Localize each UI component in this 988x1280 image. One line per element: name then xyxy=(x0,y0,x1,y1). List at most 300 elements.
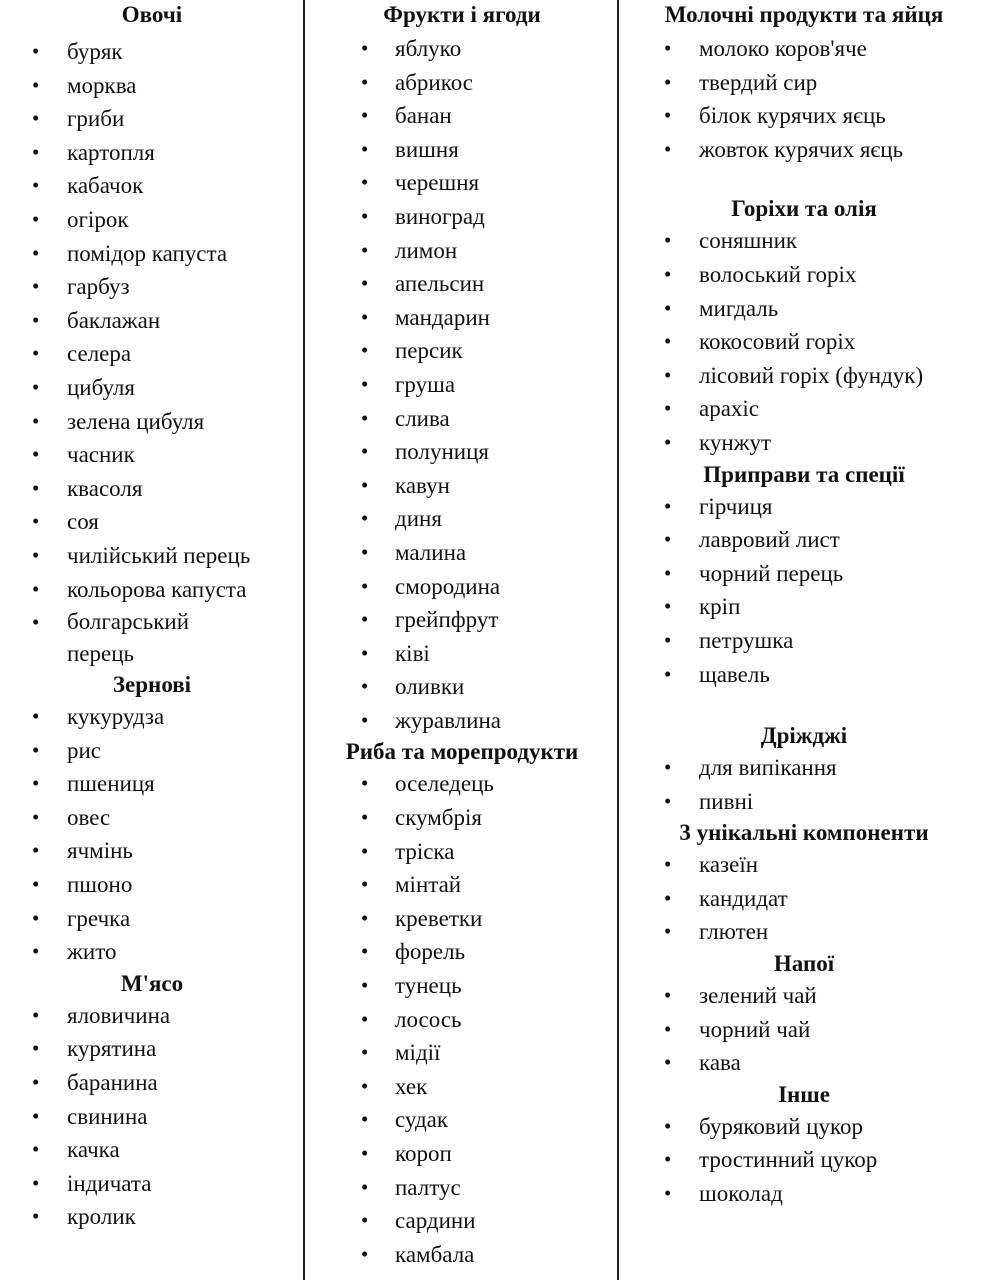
list-item-text: огірок xyxy=(67,206,129,232)
list-item-text: овес xyxy=(67,804,111,830)
list-item xyxy=(306,1137,618,1171)
bullet-icon: • xyxy=(32,542,40,567)
list-item xyxy=(0,868,304,902)
list-item-text: лісовий горіх (фундук) xyxy=(699,362,924,388)
bullet-icon: • xyxy=(32,576,40,601)
bullet-icon: • xyxy=(361,838,369,863)
list-item xyxy=(620,490,988,524)
section-other xyxy=(620,1080,988,1211)
list-item xyxy=(620,224,988,258)
section-heading: Овочі xyxy=(121,2,183,27)
list-item xyxy=(0,203,304,237)
list-item xyxy=(620,751,988,785)
list-item-text: петрушка xyxy=(699,627,794,653)
list-item-text: кокосовий горіх xyxy=(699,329,856,355)
list-item-text: курятина xyxy=(67,1036,157,1062)
bullet-icon: • xyxy=(32,939,40,964)
list-item-text: смородина xyxy=(395,573,501,599)
bullet-icon: • xyxy=(32,72,40,97)
list-item-text: тріска xyxy=(395,838,455,864)
bullet-icon: • xyxy=(361,36,369,60)
bullet-icon: • xyxy=(361,707,369,732)
list-item-text: камбала xyxy=(395,1241,475,1267)
section-heading: Горіхи та олія xyxy=(731,196,877,222)
list-item-text: кукурудза xyxy=(67,704,165,730)
list-item xyxy=(0,700,304,734)
list-item xyxy=(0,169,304,203)
list-item xyxy=(0,136,304,170)
list-item-text: казеїн xyxy=(699,852,759,878)
list-item-text: яблуко xyxy=(395,36,462,61)
bullet-icon: • xyxy=(664,627,672,652)
bullet-icon: • xyxy=(32,475,40,500)
list-item xyxy=(620,557,988,591)
list-item-text: мінтай xyxy=(395,872,462,898)
list-item xyxy=(0,1167,304,1201)
list-item xyxy=(620,979,988,1013)
list-item-text: кунжут xyxy=(699,429,772,455)
list-item-text: пшоно xyxy=(67,872,133,898)
bullet-icon: • xyxy=(32,1137,40,1162)
bullet-icon: • xyxy=(32,139,40,164)
list-item-text: апельсин xyxy=(395,271,485,297)
list-item xyxy=(306,767,618,801)
section-heading: Риба та морепродукти xyxy=(345,739,579,765)
bullet-icon: • xyxy=(361,1107,369,1132)
list-item xyxy=(0,237,304,271)
bullet-icon: • xyxy=(664,1016,672,1041)
list-item xyxy=(306,200,618,234)
list-item xyxy=(306,301,618,335)
bullet-icon: • xyxy=(32,240,40,265)
list-item xyxy=(620,359,988,393)
bullet-icon: • xyxy=(361,136,369,161)
list-item-text: ячмінь xyxy=(67,838,133,864)
list-item-text: диня xyxy=(395,506,442,532)
bullet-icon: • xyxy=(361,203,369,228)
section-nuts-oils xyxy=(620,194,988,459)
list-item-text: оливки xyxy=(395,674,465,700)
list-item xyxy=(0,438,304,472)
bullet-icon: • xyxy=(32,341,40,366)
list-item-text: яловичина xyxy=(67,1002,171,1028)
list-item-text: лавровий лист xyxy=(699,527,840,553)
list-item-text: гречка xyxy=(67,905,131,931)
list-item-text: картопля xyxy=(67,139,155,165)
list-item xyxy=(0,801,304,835)
bullet-icon: • xyxy=(361,905,369,930)
bullet-icon: • xyxy=(361,371,369,396)
bullet-icon: • xyxy=(664,1113,672,1138)
section-heading: Фрукти і ягоди xyxy=(383,2,541,27)
list-item xyxy=(0,1133,304,1167)
bullet-icon: • xyxy=(32,307,40,332)
bullet-icon: • xyxy=(32,610,40,635)
bullet-icon: • xyxy=(664,661,672,686)
bullet-icon: • xyxy=(32,274,40,299)
list-item xyxy=(0,734,304,768)
list-item-text: кріп xyxy=(699,594,741,620)
list-item xyxy=(306,670,618,704)
list-item xyxy=(306,801,618,835)
section-vegetables xyxy=(0,0,304,670)
bullet-icon: • xyxy=(361,1040,369,1065)
list-item xyxy=(620,392,988,426)
bullet-icon: • xyxy=(361,472,369,497)
bullet-icon: • xyxy=(664,362,672,387)
list-item-text: ківі xyxy=(395,640,430,666)
bullet-icon: • xyxy=(361,573,369,598)
list-item xyxy=(620,882,988,916)
bullet-icon: • xyxy=(361,1141,369,1165)
list-item-text: жовток курячих яєць xyxy=(699,136,904,162)
list-item xyxy=(306,502,618,536)
bullet-icon: • xyxy=(361,170,369,195)
list-item xyxy=(306,1036,618,1070)
list-item-text: баранина xyxy=(67,1070,158,1096)
list-item xyxy=(306,1070,618,1104)
list-item xyxy=(0,902,304,936)
list-item xyxy=(306,234,618,268)
list-item xyxy=(0,767,304,801)
section-dairy-eggs xyxy=(620,0,988,166)
list-item-text: морква xyxy=(67,72,137,98)
bullet-icon: • xyxy=(361,1174,369,1199)
bullet-icon: • xyxy=(32,804,40,829)
bullet-icon: • xyxy=(361,405,369,430)
list-item-text: банан xyxy=(395,103,452,129)
list-item-text: лосось xyxy=(395,1006,462,1032)
list-item-text: тростинний цукор xyxy=(699,1147,878,1173)
list-item-text: індичата xyxy=(67,1170,152,1196)
bullet-icon: • xyxy=(664,594,672,619)
list-item xyxy=(306,368,618,402)
list-item-text: кабачок xyxy=(67,173,144,199)
list-item xyxy=(306,1171,618,1205)
list-item xyxy=(0,270,304,304)
bullet-icon: • xyxy=(32,872,40,897)
list-item-text: для випікання xyxy=(699,755,837,781)
bullet-icon: • xyxy=(32,442,40,467)
list-item-text: пшениця xyxy=(67,771,155,797)
list-item-text: журавлина xyxy=(395,707,501,733)
list-item xyxy=(306,835,618,869)
list-item xyxy=(620,66,988,100)
list-item xyxy=(306,267,618,301)
bullet-icon: • xyxy=(361,103,369,128)
list-item xyxy=(620,133,988,167)
list-item-text: полуниця xyxy=(395,439,489,465)
bullet-icon: • xyxy=(32,771,40,796)
bullet-icon: • xyxy=(664,329,672,354)
list-item-text: болгарський перець xyxy=(67,609,190,667)
section-heading: Приправи та спеції xyxy=(703,461,905,487)
bullet-icon: • xyxy=(664,103,672,128)
bullet-icon: • xyxy=(361,640,369,665)
list-item-text: кандидат xyxy=(699,885,788,911)
list-item-text: слива xyxy=(395,405,450,431)
list-item-text: молоко коров'яче xyxy=(699,36,867,61)
list-item-text: пивні xyxy=(699,788,754,814)
list-item xyxy=(620,1013,988,1047)
bullet-icon: • xyxy=(32,509,40,534)
list-item-text: палтус xyxy=(395,1174,461,1200)
section-heading: Молочні продукти та яйця xyxy=(664,2,944,27)
bullet-icon: • xyxy=(361,771,369,796)
list-item xyxy=(306,637,618,671)
bullet-icon: • xyxy=(32,173,40,198)
list-item xyxy=(0,1066,304,1100)
bullet-icon: • xyxy=(361,1208,369,1233)
bullet-icon: • xyxy=(664,527,672,552)
section-heading: Інше xyxy=(778,1081,830,1107)
list-item-text: помідор капуста xyxy=(67,240,228,266)
bullet-icon: • xyxy=(32,1204,40,1229)
list-item xyxy=(0,999,304,1033)
bullet-icon: • xyxy=(664,1181,672,1206)
list-item xyxy=(0,1200,304,1234)
list-item-text: вишня xyxy=(395,136,459,162)
list-item-text: чорний чай xyxy=(699,1016,811,1042)
list-item xyxy=(620,658,988,692)
list-item xyxy=(0,69,304,103)
list-item xyxy=(0,102,304,136)
bullet-icon: • xyxy=(361,69,369,94)
list-item-text: гарбуз xyxy=(67,274,130,300)
list-item xyxy=(306,536,618,570)
list-item xyxy=(0,573,304,607)
list-item xyxy=(620,99,988,133)
section-heading: 3 унікальні компоненти xyxy=(679,820,929,846)
list-item xyxy=(306,66,618,100)
list-item-text: кава xyxy=(699,1050,741,1076)
list-item-text: селера xyxy=(67,341,132,367)
list-item-text: сардини xyxy=(395,1208,476,1234)
bullet-icon: • xyxy=(361,1006,369,1031)
bullet-icon: • xyxy=(664,755,672,780)
column-1 xyxy=(0,0,304,1280)
list-item-text: щавель xyxy=(699,661,770,687)
list-item-text: форель xyxy=(395,939,466,965)
section-meat xyxy=(0,969,304,1234)
list-item xyxy=(306,402,618,436)
section-fish-seafood xyxy=(306,737,618,1271)
section-unique-components xyxy=(620,818,988,949)
list-item xyxy=(0,539,304,573)
bullet-icon: • xyxy=(664,396,672,421)
list-item xyxy=(306,99,618,133)
list-item-text: груша xyxy=(395,371,456,397)
bullet-icon: • xyxy=(664,983,672,1008)
list-item xyxy=(620,1046,988,1080)
list-item xyxy=(0,405,304,439)
list-item-text: соя xyxy=(67,509,99,535)
list-item xyxy=(306,570,618,604)
list-item-text: оселедець xyxy=(395,771,494,797)
list-item xyxy=(306,32,618,66)
list-item-text: білок курячих яєць xyxy=(699,103,886,129)
list-item xyxy=(620,32,988,66)
list-item-text: короп xyxy=(395,1141,452,1166)
bullet-icon: • xyxy=(664,919,672,944)
list-item xyxy=(306,868,618,902)
bullet-icon: • xyxy=(361,539,369,564)
list-item xyxy=(620,624,988,658)
list-item-text: черешня xyxy=(395,170,480,196)
list-item xyxy=(0,304,304,338)
section-yeast xyxy=(620,721,988,818)
column-2 xyxy=(306,0,618,1280)
bullet-icon: • xyxy=(664,885,672,910)
bullet-icon: • xyxy=(361,607,369,632)
bullet-icon: • xyxy=(361,805,369,830)
list-item-text: рис xyxy=(67,737,102,763)
list-item-text: чорний перець xyxy=(699,560,844,586)
list-item xyxy=(0,35,304,69)
list-item-text: кавун xyxy=(395,472,450,498)
bullet-icon: • xyxy=(32,1070,40,1095)
list-item-text: чилійський перець xyxy=(67,542,251,568)
bullet-icon: • xyxy=(361,674,369,699)
section-grains xyxy=(0,670,304,969)
bullet-icon: • xyxy=(361,304,369,329)
bullet-icon: • xyxy=(664,429,672,454)
list-item-text: скумбрія xyxy=(395,805,482,831)
section-heading: Напої xyxy=(773,951,835,977)
list-item xyxy=(620,915,988,949)
section-heading: Зернові xyxy=(112,672,192,698)
list-item-text: персик xyxy=(395,338,463,364)
list-item-text: соняшник xyxy=(699,228,798,254)
list-item-text: твердий сир xyxy=(699,69,818,95)
bullet-icon: • xyxy=(32,374,40,399)
bullet-icon: • xyxy=(361,939,369,964)
bullet-icon: • xyxy=(361,872,369,897)
list-item xyxy=(620,1110,988,1144)
list-item xyxy=(0,1032,304,1066)
list-item xyxy=(306,704,618,738)
list-item xyxy=(306,469,618,503)
list-item-text: зелена цибуля xyxy=(67,408,205,434)
section-heading: Дріжджі xyxy=(760,723,848,749)
list-item-text: мигдаль xyxy=(699,295,779,321)
bullet-icon: • xyxy=(664,228,672,253)
list-item xyxy=(620,848,988,882)
bullet-icon: • xyxy=(664,295,672,320)
list-item-text: жито xyxy=(67,939,117,965)
list-item-text: креветки xyxy=(395,905,483,931)
list-item-text: гриби xyxy=(67,106,125,132)
list-item xyxy=(620,590,988,624)
bullet-icon: • xyxy=(32,1170,40,1195)
bullet-icon: • xyxy=(664,788,672,813)
bullet-icon: • xyxy=(664,852,672,877)
section-drinks xyxy=(620,949,988,1080)
bullet-icon: • xyxy=(32,704,40,729)
bullet-icon: • xyxy=(32,206,40,231)
list-item-text: мідії xyxy=(395,1040,441,1066)
bullet-icon: • xyxy=(32,408,40,433)
list-item xyxy=(0,337,304,371)
list-item-text: мандарин xyxy=(395,304,490,330)
list-item xyxy=(620,523,988,557)
list-item-text: баклажан xyxy=(67,307,161,333)
list-item xyxy=(620,1143,988,1177)
list-item xyxy=(306,1238,618,1272)
bullet-icon: • xyxy=(32,1036,40,1061)
list-item xyxy=(0,834,304,868)
list-item xyxy=(0,606,304,670)
bullet-icon: • xyxy=(664,69,672,94)
list-item xyxy=(306,334,618,368)
list-item xyxy=(306,603,618,637)
list-item-text: качка xyxy=(67,1137,120,1163)
bullet-icon: • xyxy=(361,1073,369,1098)
bullet-icon: • xyxy=(361,973,369,998)
bullet-icon: • xyxy=(361,338,369,363)
list-item xyxy=(306,133,618,167)
list-item-text: волоський горіх xyxy=(699,261,857,287)
list-item-text: арахіс xyxy=(699,396,760,422)
list-item-text: часник xyxy=(67,442,135,468)
bullet-icon: • xyxy=(32,1103,40,1128)
list-item xyxy=(0,371,304,405)
list-item-text: абрикос xyxy=(395,69,474,95)
section-heading: М'ясо xyxy=(120,970,184,996)
bullet-icon: • xyxy=(664,1050,672,1075)
list-item-text: малина xyxy=(395,539,467,565)
list-item-text: зелений чай xyxy=(699,983,817,1009)
list-item-text: гірчиця xyxy=(699,493,773,519)
list-item xyxy=(0,935,304,969)
list-item xyxy=(620,1177,988,1211)
list-item xyxy=(306,1003,618,1037)
bullet-icon: • xyxy=(664,136,672,161)
list-item-text: квасоля xyxy=(67,475,143,501)
bullet-icon: • xyxy=(664,493,672,518)
section-fruits-berries xyxy=(306,0,618,737)
list-item-text: шоколад xyxy=(699,1181,783,1207)
list-item xyxy=(620,426,988,460)
bullet-icon: • xyxy=(361,271,369,296)
list-item-text: лимон xyxy=(395,237,458,263)
list-item xyxy=(306,1204,618,1238)
list-item-text: буряковий цукор xyxy=(699,1113,863,1139)
list-item xyxy=(620,292,988,326)
list-item xyxy=(306,1103,618,1137)
list-item xyxy=(620,325,988,359)
list-item-text: кролик xyxy=(67,1204,136,1230)
list-item xyxy=(306,935,618,969)
list-item-text: судак xyxy=(395,1107,449,1133)
column-3 xyxy=(620,0,988,1280)
list-item xyxy=(0,472,304,506)
list-item-text: тунець xyxy=(395,973,462,999)
list-item-text: кольорова капуста xyxy=(67,576,247,602)
bullet-icon: • xyxy=(32,838,40,863)
list-item-text: глютен xyxy=(699,919,769,945)
section-spices xyxy=(620,460,988,692)
list-item xyxy=(620,785,988,819)
bullet-icon: • xyxy=(664,560,672,585)
list-item xyxy=(306,969,618,1003)
list-item xyxy=(306,435,618,469)
list-item-text: свинина xyxy=(67,1103,148,1129)
list-item-text: буряк xyxy=(67,39,123,64)
list-item-text: грейпфрут xyxy=(395,607,499,633)
bullet-icon: • xyxy=(664,261,672,286)
bullet-icon: • xyxy=(664,1147,672,1172)
